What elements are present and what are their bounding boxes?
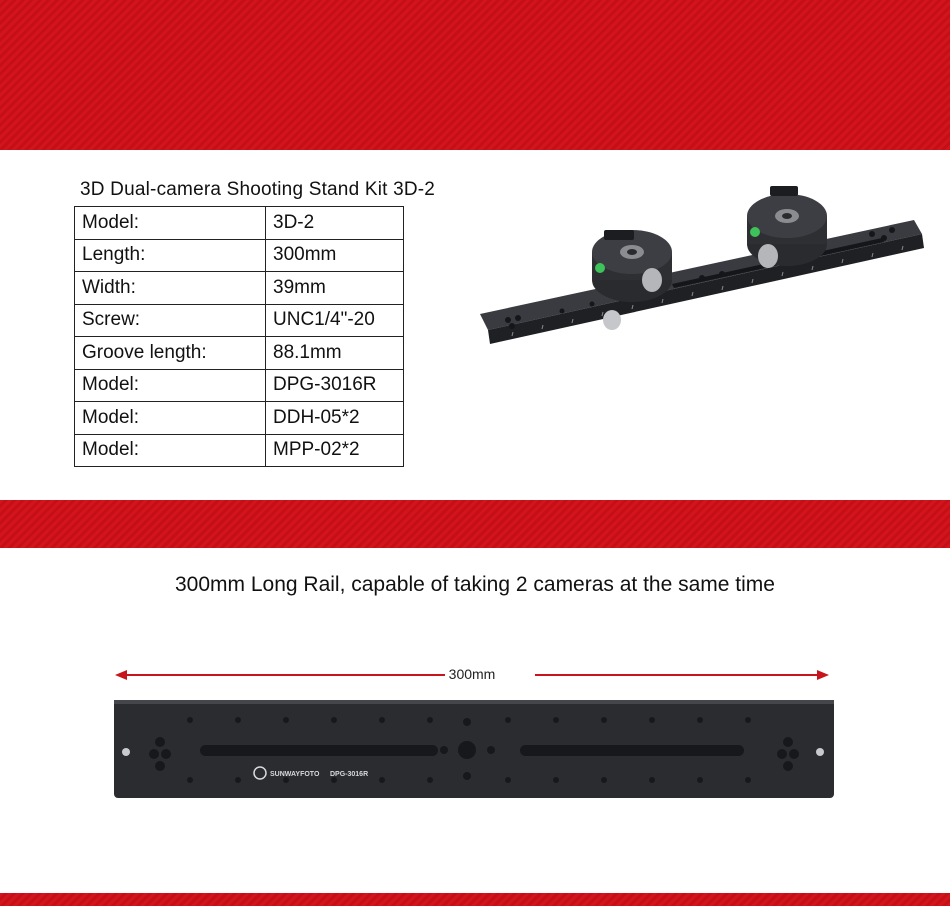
spec-value: 39mm <box>266 272 404 305</box>
spec-row <box>75 434 404 467</box>
spec-label: Model: <box>75 402 266 435</box>
spec-value: 88.1mm <box>266 337 404 370</box>
spec-value: DPG-3016R <box>266 369 404 402</box>
spec-row <box>75 272 404 305</box>
brand-text: SUNWAYFOTO <box>270 771 320 778</box>
spec-label: Model: <box>75 369 266 402</box>
clamp-right <box>747 186 827 268</box>
top-red-banner <box>0 0 950 150</box>
spec-row <box>75 337 404 370</box>
spec-row <box>75 369 404 402</box>
rail-top-view <box>114 700 834 798</box>
spec-label: Width: <box>75 272 266 305</box>
spec-row <box>75 402 404 435</box>
bottom-red-banner <box>0 893 950 906</box>
spec-value: 300mm <box>266 239 404 272</box>
spec-row <box>75 239 404 272</box>
spec-label: Groove length: <box>75 337 266 370</box>
dual-clamp-rail-photo <box>472 172 932 382</box>
spec-row <box>75 207 404 240</box>
spec-value: DDH-05*2 <box>266 402 404 435</box>
spec-value: UNC1/4"-20 <box>266 304 404 337</box>
feature-caption: 300mm Long Rail, capable of taking 2 cameras at the same time <box>175 573 775 596</box>
spec-value: MPP-02*2 <box>266 434 404 467</box>
spec-table <box>74 206 404 467</box>
spec-label: Length: <box>75 239 266 272</box>
dimension-label: 300mm <box>448 666 496 682</box>
spec-label: Model: <box>75 207 266 240</box>
length-dimension <box>115 664 829 686</box>
middle-red-banner <box>0 500 950 548</box>
rail-model-text: DPG-3016R <box>330 771 369 778</box>
spec-label: Screw: <box>75 304 266 337</box>
spec-value: 3D-2 <box>266 207 404 240</box>
spec-label: Model: <box>75 434 266 467</box>
spec-table-title: 3D Dual-camera Shooting Stand Kit 3D-2 <box>80 179 436 200</box>
spec-row <box>75 304 404 337</box>
